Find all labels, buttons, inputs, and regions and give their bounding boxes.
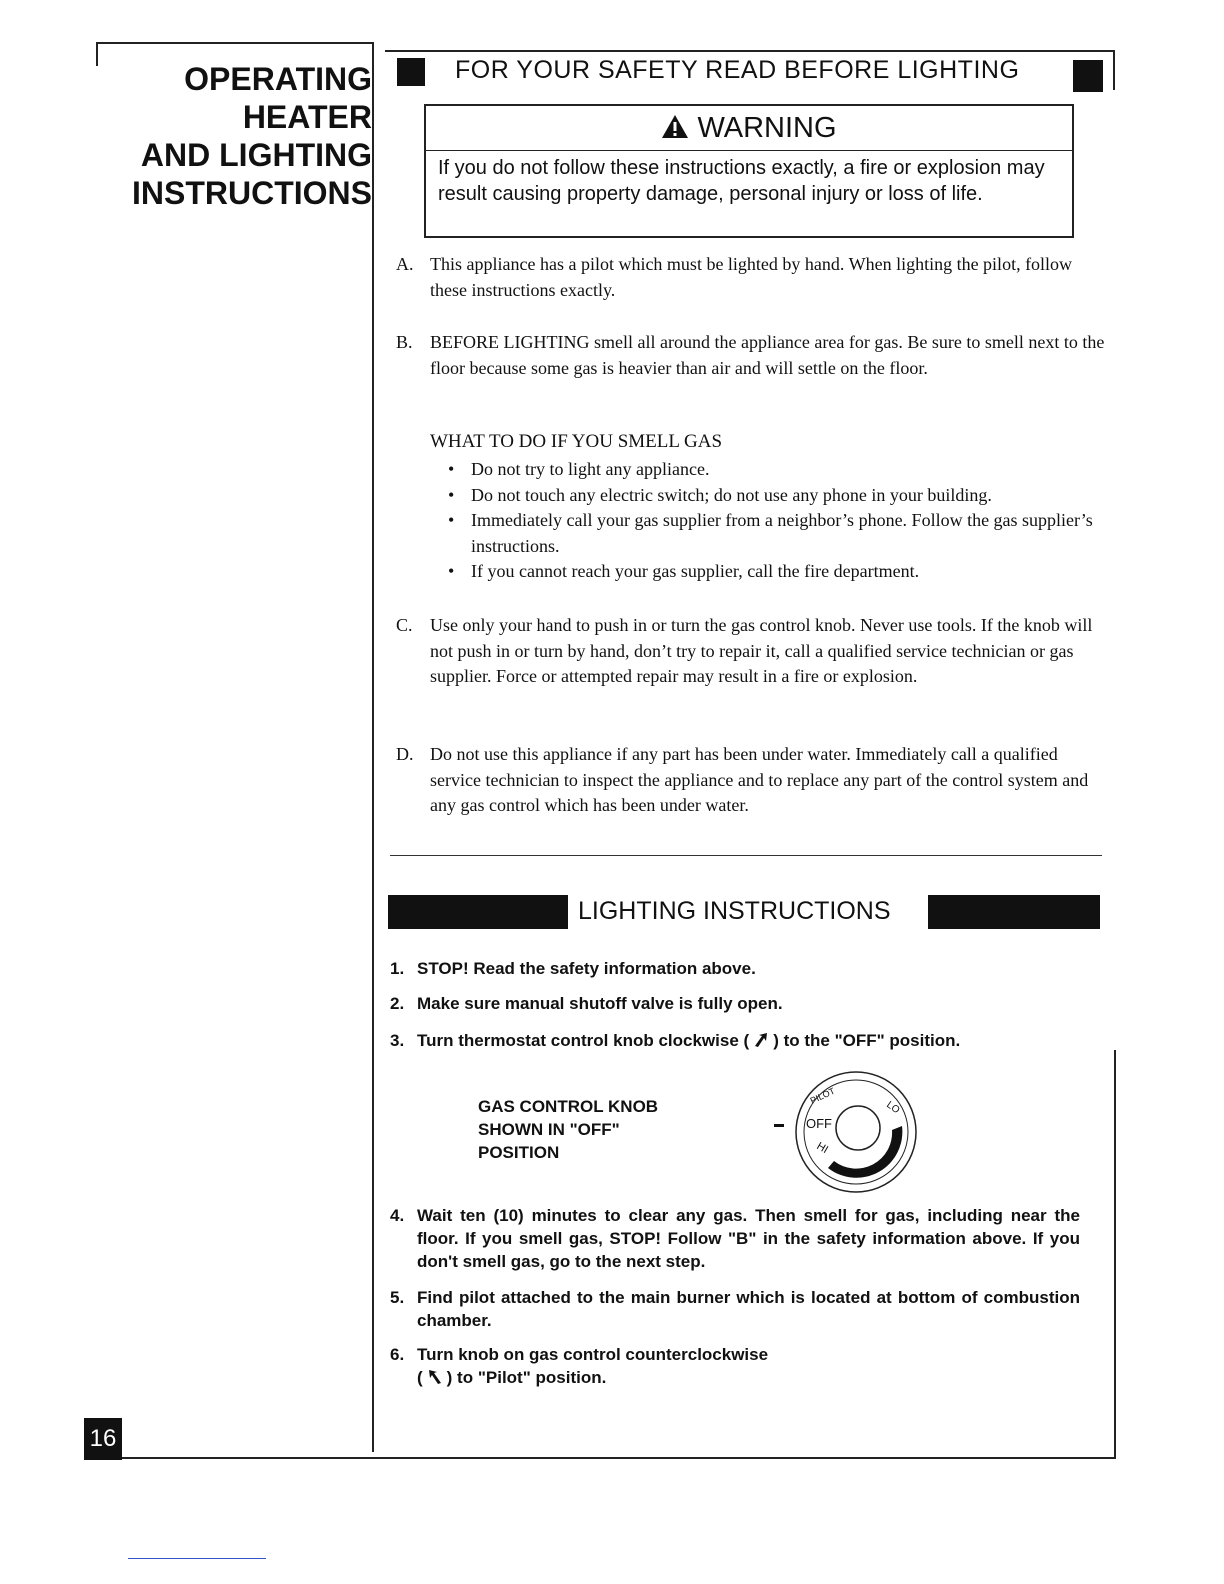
scan-artifact-line (128, 1558, 266, 1559)
safety-item-d (396, 742, 1111, 819)
section-title (110, 60, 372, 212)
frame-bottom-line (116, 1457, 1116, 1459)
page-number: 16 (84, 1418, 122, 1460)
smell-gas-list (448, 457, 1108, 585)
safety-item-a (396, 252, 1111, 303)
step-number: 2. (390, 994, 405, 1013)
section-divider (390, 855, 1102, 856)
item-label: D. (396, 744, 414, 764)
lighting-header-title: LIGHTING INSTRUCTIONS (578, 897, 891, 925)
step-number: 4. (390, 1206, 405, 1225)
knob-label-hi: HI (814, 1140, 831, 1157)
step-text: Make sure manual shutoff valve is fully open. (417, 994, 783, 1013)
step-text: Wait ten (10) minutes to clear any gas. Then smell for gas, including near the floor. If you smell gas, STOP! Follow "B" in the safety information above. If you don't smell gas, go to the next step. (417, 1206, 1080, 1271)
frame-right-line (1114, 1050, 1116, 1459)
step-text-part: Turn knob on gas control counterclockwise (417, 1345, 769, 1364)
step-text-part: Turn thermostat control knob clockwise ( (417, 1031, 750, 1050)
step-text-part: ) to the "OFF" position. (773, 1031, 961, 1050)
safety-header-title: FOR YOUR SAFETY READ BEFORE LIGHTING (455, 56, 1020, 84)
step-number: 5. (390, 1288, 405, 1307)
list-item-text: Do not try to light any appliance. (471, 459, 710, 479)
lighting-step-1 (390, 957, 1080, 980)
knob-caption-line: POSITION (478, 1143, 560, 1162)
warning-box (424, 104, 1074, 238)
step-number: 3. (390, 1031, 405, 1050)
step-text: STOP! Read the safety information above. (417, 959, 756, 978)
step-number: 6. (390, 1345, 405, 1364)
section-title-line: OPERATING (184, 61, 372, 97)
section-title-line: INSTRUCTIONS (132, 175, 372, 211)
list-item: • If you cannot reach your gas supplier, call the fire department. (448, 561, 920, 581)
item-text: BEFORE LIGHTING smell all around the appliance area for gas. Be sure to smell next to the floor because some gas is heavier than air and will settle on the floor. (430, 332, 1105, 378)
knob-caption-line: GAS CONTROL KNOB (478, 1097, 659, 1116)
safety-header (385, 50, 1115, 90)
item-label: C. (396, 615, 413, 635)
lighting-step-3 (390, 1029, 1080, 1054)
lighting-step-6 (390, 1343, 1080, 1391)
warning-text: If you do not follow these instructions exactly, a fire or explosion may result causing property damage, personal injury or loss of life. (438, 157, 1045, 205)
step-text: Find pilot attached to the main burner which is located at bottom of combustion chamber. (417, 1288, 1080, 1330)
knob-caption-line: SHOWN IN "OFF" (478, 1120, 620, 1139)
lighting-step-2 (390, 992, 1080, 1015)
header-marker-right (1073, 60, 1103, 92)
header-marker-left (397, 58, 425, 86)
knob-caption (478, 1095, 658, 1164)
column-divider (372, 42, 374, 1452)
section-title-line: HEATER (242, 99, 372, 135)
step-text (417, 1343, 1080, 1391)
step-number: 1. (390, 959, 405, 978)
frame-top-line (96, 42, 374, 44)
list-item: • Do not try to light any appliance. (448, 459, 710, 479)
item-text: Do not use this appliance if any part has been under water. Immediately call a qualified service technician to inspect the appliance and to replace any part of the control system and any gas control which has been under water. (430, 744, 1089, 815)
item-label: A. (396, 254, 414, 274)
item-text: This appliance has a pilot which must be lighted by hand. When lighting the pilot, follow these instructions exactly. (430, 254, 1073, 300)
smell-gas-heading: WHAT TO DO IF YOU SMELL GAS (430, 431, 723, 452)
warning-heading (426, 106, 1072, 151)
step-text (417, 1029, 1080, 1054)
lighting-header-bar-right (928, 895, 1100, 929)
lighting-header-bar-left (388, 895, 568, 929)
safety-item-c (396, 613, 1111, 690)
item-text: Use only your hand to push in or turn the gas control knob. Never use tools. If the knob will not push in or turn by hand, don’t try to repair it, call a qualified service technician or gas supplier. Force or attempted repair may result in a fire or explosion. (430, 615, 1093, 686)
list-item-text: If you cannot reach your gas supplier, call the fire department. (471, 561, 920, 581)
knob-label-lo: LO (884, 1099, 902, 1117)
knob-label-pilot: PILOT (808, 1085, 837, 1106)
lighting-step-5 (390, 1286, 1080, 1332)
step-text-line (417, 1366, 1080, 1391)
knob-label-off: OFF (806, 1116, 832, 1131)
warning-triangle-icon (661, 108, 689, 152)
list-item-text: Do not touch any electric switch; do not use any phone in your building. (471, 484, 992, 505)
step-text-part: ( (417, 1368, 423, 1387)
frame-left-line (96, 42, 98, 66)
lighting-step-4 (390, 1204, 1080, 1273)
list-item: • Immediately call your gas supplier from a neighbor’s phone. Follow the gas supplier’s instructions. (448, 510, 1093, 556)
list-item: • Do not touch any electric switch; do not use any phone in your building. (448, 484, 992, 505)
counterclockwise-arrow-icon (427, 1368, 443, 1391)
safety-item-b (396, 330, 1111, 381)
list-item-text: Immediately call your gas supplier from a neighbor’s phone. Follow the gas supplier’s instructions. (471, 510, 1093, 556)
gas-control-knob-icon (790, 1068, 924, 1198)
clockwise-arrow-icon (753, 1031, 769, 1054)
section-title-line: AND LIGHTING (140, 137, 372, 173)
warning-title: WARNING (697, 112, 837, 144)
knob-pointer-dash (774, 1124, 784, 1127)
step-text-part: ) to "Pilot" position. (446, 1368, 607, 1387)
item-label: B. (396, 332, 413, 352)
